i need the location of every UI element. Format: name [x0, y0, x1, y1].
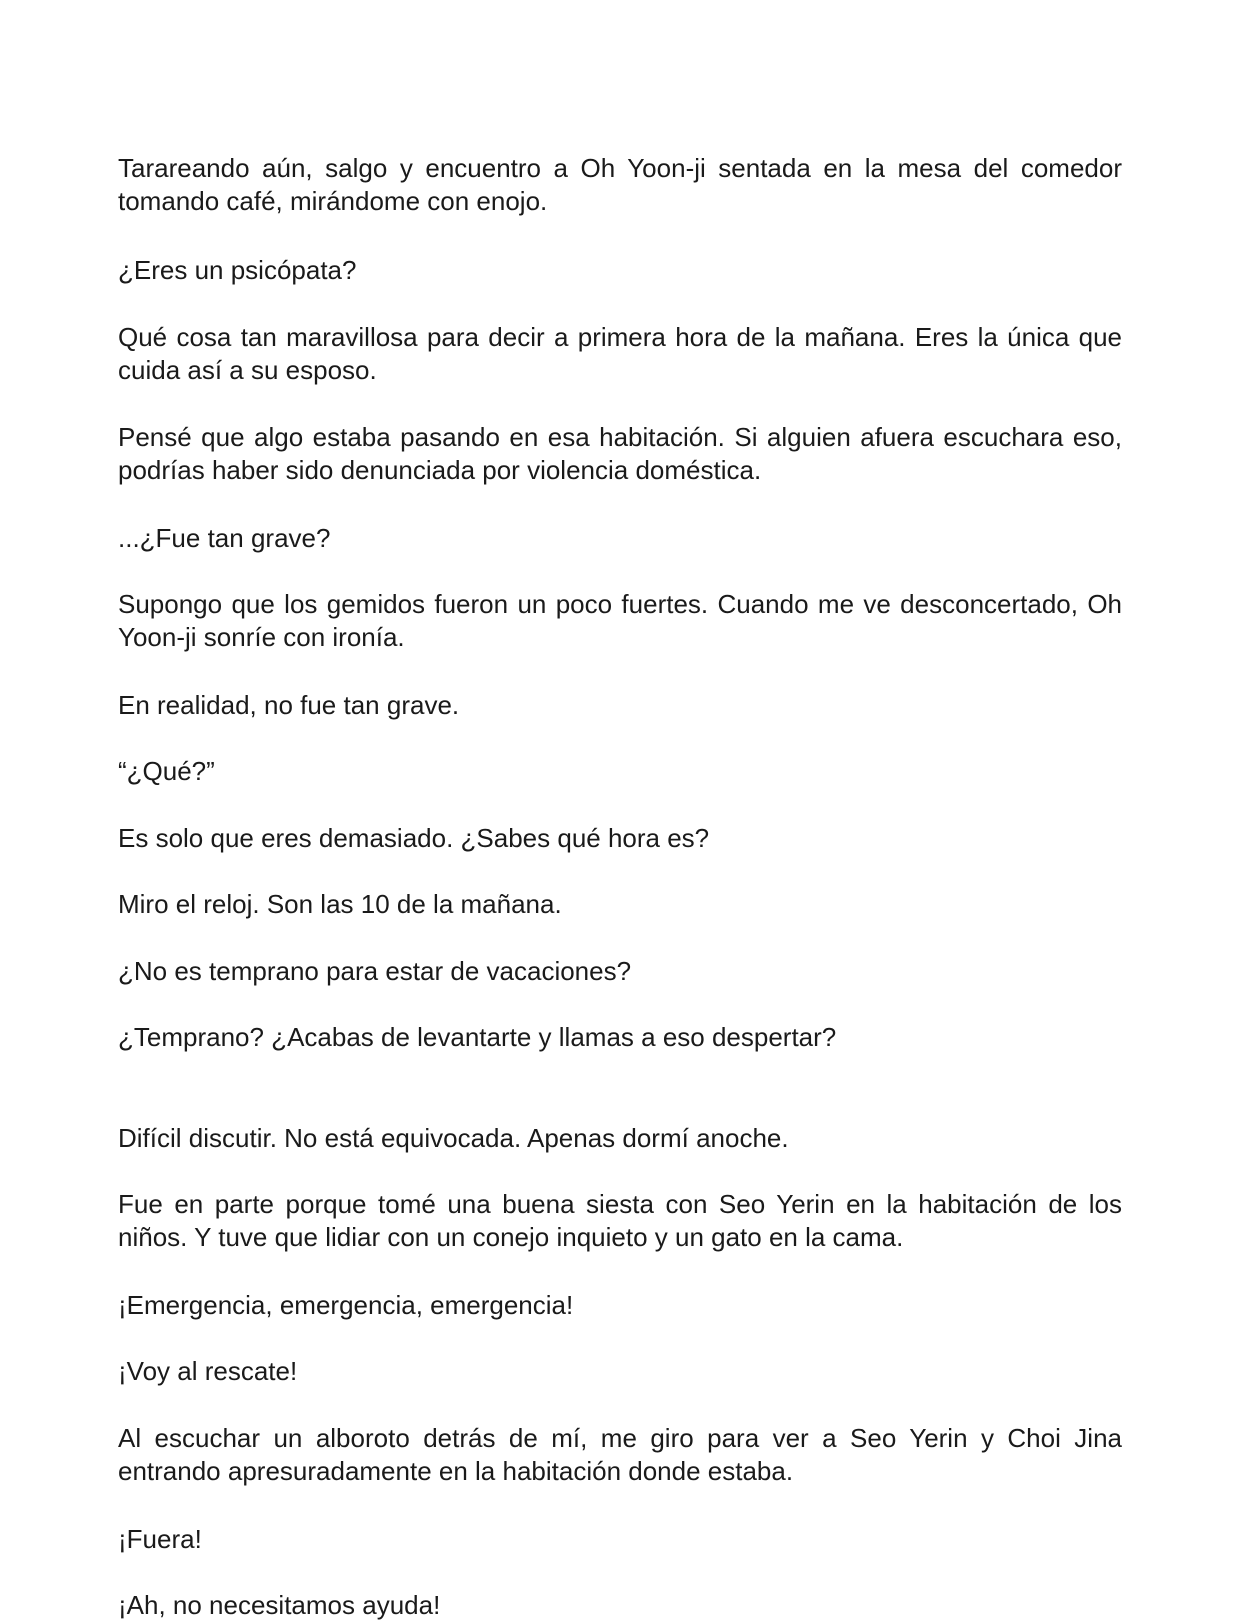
paragraph-15: ¡Emergencia, emergencia, emergencia! — [118, 1290, 574, 1320]
paragraph-5: ...¿Fue tan grave? — [118, 523, 331, 553]
paragraph-9: Es solo que eres demasiado. ¿Sabes qué hora es? — [118, 823, 710, 853]
paragraph-1: Tarareando aún, salgo y encuentro a Oh Yoon-ji sentada en la mesa del comedor tomando café, mirándome con enojo. — [118, 153, 1122, 216]
paragraph-13: Difícil discutir. No está equivocada. Apenas dormí anoche. — [118, 1123, 789, 1153]
paragraph-17: Al escuchar un alboroto detrás de mí, me giro para ver a Seo Yerin y Choi Jina entrando apresuradamente en la habitación donde estaba. — [118, 1423, 1122, 1486]
paragraph-18: ¡Fuera! — [118, 1524, 202, 1554]
paragraph-11: ¿No es temprano para estar de vacaciones? — [118, 956, 632, 986]
paragraph-2: ¿Eres un psicópata? — [118, 255, 357, 285]
paragraph-3: Qué cosa tan maravillosa para decir a primera hora de la mañana. Eres la única que cuida así a su esposo. — [118, 322, 1122, 385]
paragraph-4: Pensé que algo estaba pasando en esa habitación. Si alguien afuera escuchara eso, podrías haber sido denunciada por violencia doméstica. — [118, 422, 1122, 485]
paragraph-14: Fue en parte porque tomé una buena siesta con Seo Yerin en la habitación de los niños. Y tuve que lidiar con un conejo inquieto y un gato en la cama. — [118, 1189, 1122, 1252]
paragraph-7: En realidad, no fue tan grave. — [118, 690, 460, 720]
paragraph-10: Miro el reloj. Son las 10 de la mañana. — [118, 889, 562, 919]
paragraph-12: ¿Temprano? ¿Acabas de levantarte y llamas a eso despertar? — [118, 1022, 837, 1052]
paragraph-8: “¿Qué?” — [118, 756, 215, 786]
paragraph-16: ¡Voy al rescate! — [118, 1356, 298, 1386]
paragraph-19: ¡Ah, no necesitamos ayuda! — [118, 1590, 441, 1620]
paragraph-6: Supongo que los gemidos fueron un poco fuertes. Cuando me ve desconcertado, Oh Yoon-ji sonríe con ironía. — [118, 589, 1122, 652]
